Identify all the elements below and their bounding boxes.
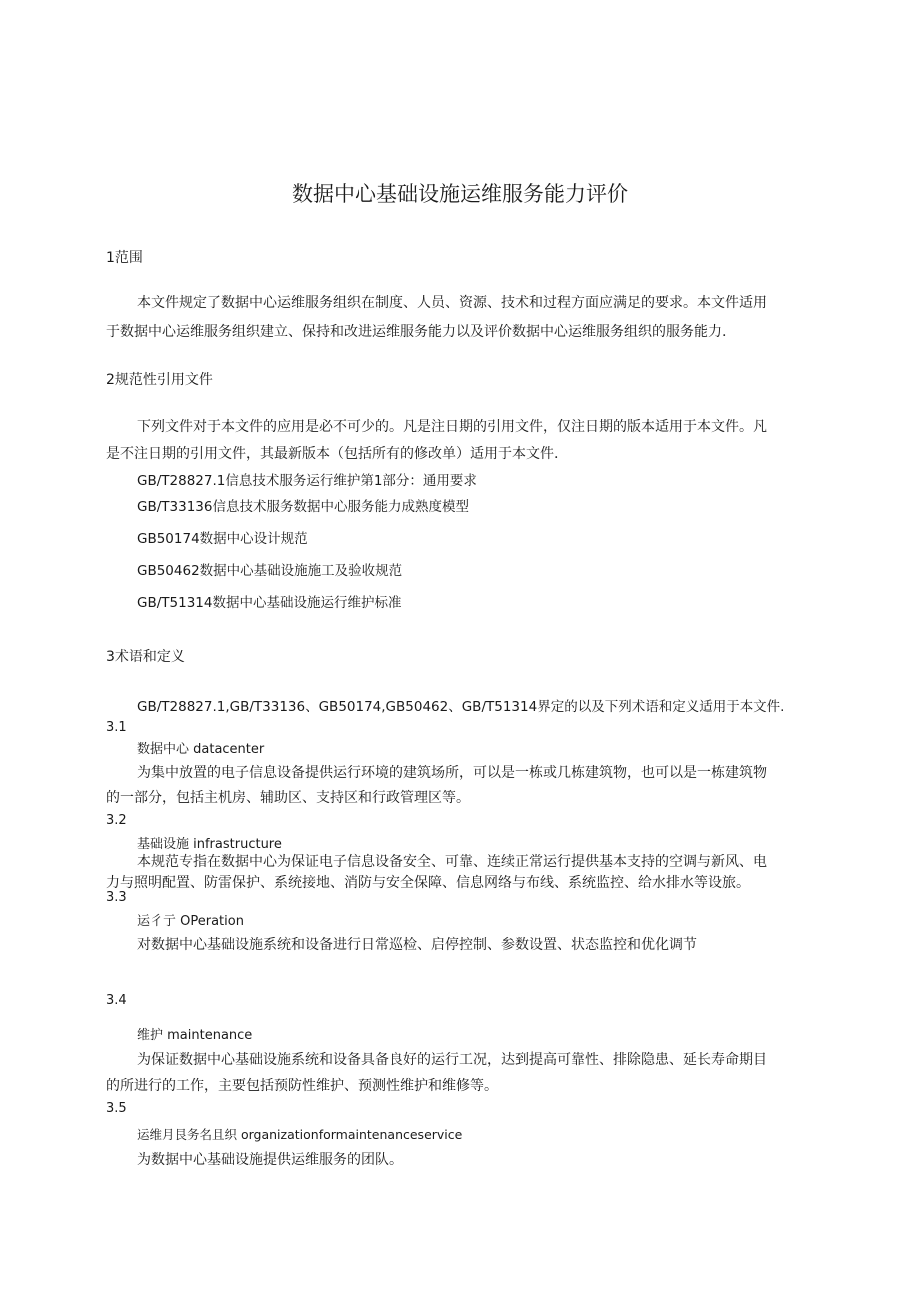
term-name: 数据中心 datacenter	[137, 742, 265, 757]
references-paragraph-line-1: 下列文件对于本文件的应用是必不可少的。凡是注日期的引用文件，仅注日期的版本适用于本文件。凡	[137, 419, 767, 435]
term-definition-line-1: 为保证数据中心基础设施系统和设备具备良好的运行工况，达到提高可靠性、排除隐患、延长寿命期目	[137, 1052, 767, 1068]
term-definition-line-1: 对数据中心基础设施系统和设备进行日常巡检、启停控制、参数设置、状态监控和优化调节	[137, 937, 697, 953]
reference-item: GB/T51314数据中心基础设施运行维护标准	[137, 595, 402, 611]
reference-item: GB/T28827.1信息技术服务运行维护第1部分：通用要求	[137, 473, 477, 489]
section-heading-terms-definitions: 3术语和定义	[106, 649, 185, 665]
section-heading-scope: 1范围	[106, 250, 143, 266]
term-definition-line-1: 为集中放置的电子信息设备提供运行环境的建筑场所，可以是一栋或几栋建筑物，也可以是一栋建筑物	[137, 765, 767, 781]
term-definition-line-1: 本规范专指在数据中心为保证电子信息设备安全、可靠、连续正常运行提供基本支持的空调与新风、电	[137, 854, 767, 870]
term-number: 3.5	[106, 1101, 127, 1116]
term-name: 运维月艮务名且织 organizationformaintenanceservice	[137, 1127, 463, 1142]
terms-intro: GB/T28827.1,GB/T33136、GB50174,GB50462、GB/T51314界定的以及下列术语和定义适用于本文件.	[137, 699, 785, 715]
document-title: 数据中心基础设施运维服务能力评价	[292, 182, 628, 206]
term-name: 基础设施 infrastructure	[137, 837, 282, 852]
term-definition-line-1: 为数据中心基础设施提供运维服务的团队。	[137, 1152, 403, 1168]
reference-item: GB50174数据中心设计规范	[137, 531, 308, 547]
term-number: 3.1	[106, 720, 127, 735]
section-heading-normative-references: 2规范性引用文件	[106, 372, 213, 388]
reference-item: GB/T33136信息技术服务数据中心服务能力成熟度模型	[137, 499, 469, 515]
term-number: 3.4	[106, 993, 127, 1008]
term-number: 3.2	[106, 813, 127, 828]
term-definition-line-2: 的一部分，包括主机房、辅助区、支持区和行政管理区等。	[106, 790, 470, 806]
term-name: 维护 maintenance	[137, 1028, 253, 1043]
scope-paragraph-line-2: 于数据中心运维服务组织建立、保持和改进运维服务能力以及评价数据中心运维服务组织的服务能力.	[106, 324, 727, 340]
term-name: 运彳亍 OPeration	[137, 914, 244, 929]
references-paragraph-line-2: 是不注日期的引用文件，其最新版本（包括所有的修改单）适用于本文件.	[106, 446, 559, 462]
term-definition-line-2: 的所进行的工作，主要包括预防性维护、预测性维护和维修等。	[106, 1078, 498, 1094]
reference-item: GB50462数据中心基础设施施工及验收规范	[137, 563, 403, 579]
term-definition-line-2: 力与照明配置、防雷保护、系统接地、消防与安全保障、信息网络与布线、系统监控、给水排水等设旅。	[106, 875, 750, 891]
scope-paragraph-line-1: 本文件规定了数据中心运维服务组织在制度、人员、资源、技术和过程方面应满足的要求。本文件适用	[137, 295, 767, 311]
term-number: 3.3	[106, 890, 127, 905]
